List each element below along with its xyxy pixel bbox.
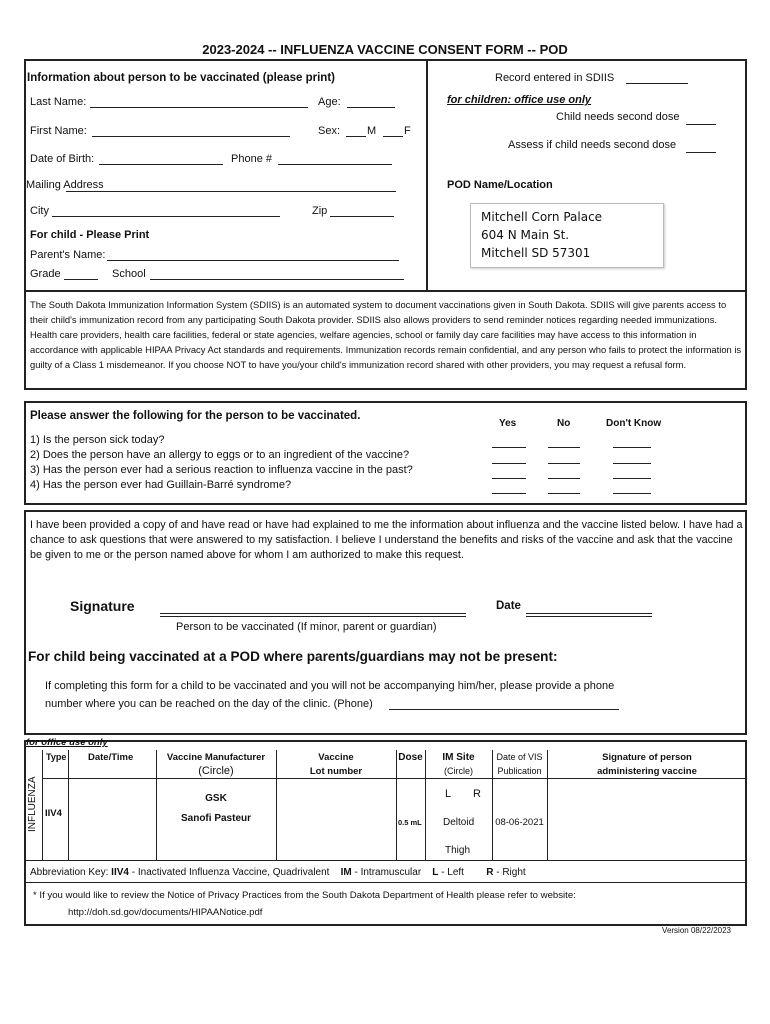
school-label: School [112, 268, 146, 280]
header-signature-sub: administering vaccine [597, 766, 697, 777]
parents-name-field[interactable] [107, 260, 399, 261]
abbrev-im-desc: - Intramuscular [351, 867, 422, 878]
header-signature: Signature of person [602, 752, 692, 763]
sex-f-label: F [404, 125, 411, 137]
person-info-heading: Information about person to be vaccinated (please print) [27, 72, 335, 84]
abbrev-iiv4: IIV4 [111, 867, 129, 878]
age-field[interactable] [347, 107, 395, 108]
second-dose-field[interactable] [686, 124, 716, 125]
phone-field[interactable] [278, 164, 392, 165]
dob-field[interactable] [99, 164, 223, 165]
header-lot: Lot number [309, 766, 363, 777]
abbrev-iiv4-desc: - Inactivated Influenza Vaccine, Quadrivalent [128, 867, 330, 878]
site-thigh[interactable]: Thigh [445, 845, 471, 856]
pod-location-line2: 604 N Main St. [481, 228, 570, 242]
pod-child-text-line1: If completing this form for a child to be vaccinated and you will not be accompanying him/her, please provide a phone [45, 680, 615, 692]
signature-sublabel: Person to be vaccinated (If minor, parent or guardian) [176, 621, 437, 633]
pod-name-label: POD Name/Location [447, 179, 553, 191]
abbreviation-key [30, 867, 526, 878]
mailing-address-label: Mailing Address [26, 179, 104, 191]
q2-no-field[interactable] [548, 463, 580, 464]
last-name-field[interactable] [90, 107, 308, 108]
table-bottom-line [24, 860, 747, 861]
dose-value: 0.5 mL [398, 818, 422, 827]
record-entered-field[interactable] [626, 83, 688, 84]
header-vis: Date of VIS [496, 752, 543, 762]
pod-location-line1: Mitchell Corn Palace [481, 210, 603, 224]
header-vaccine: Vaccine [318, 752, 354, 763]
manufacturer-sanofi[interactable]: Sanofi Pasteur [180, 813, 252, 824]
grade-label: Grade [30, 268, 61, 280]
children-office-use-label: for children: office use only [447, 94, 592, 106]
header-site: IM Site [442, 752, 475, 763]
last-name-label: Last Name: [30, 96, 87, 108]
abbrev-r-desc: - Right [493, 867, 526, 878]
header-site-sub: (Circle) [444, 766, 473, 776]
vis-date: 08-06-2021 [495, 817, 544, 828]
question-3: 3) Has the person ever had a serious reaction to influenza vaccine in the past? [30, 464, 413, 476]
assess-second-dose-field[interactable] [686, 152, 716, 153]
pod-location-line3: Mitchell SD 57301 [481, 246, 591, 260]
q3-yes-field[interactable] [492, 478, 526, 479]
q1-dk-field[interactable] [613, 447, 651, 448]
header-manufacturer-sub: (Circle) [198, 765, 234, 777]
record-entered-label: Record entered in SDIIS [495, 72, 615, 84]
influenza-side-label: INFLUENZA [27, 776, 38, 832]
questions-heading: Please answer the following for the person to be vaccinated. [30, 410, 361, 422]
school-field[interactable] [150, 279, 404, 280]
person-office-divider [426, 59, 428, 292]
date-field[interactable] [526, 613, 652, 614]
signature-field-underline [160, 616, 466, 617]
assess-second-dose-label: Assess if child needs second dose [508, 139, 677, 151]
header-type: Type [46, 752, 67, 762]
q2-dk-field[interactable] [613, 463, 651, 464]
header-datetime: Date/Time [88, 752, 134, 763]
sex-m-label: M [367, 125, 377, 137]
signature-field[interactable] [160, 613, 466, 614]
phone-label: Phone # [231, 153, 272, 165]
sex-m-field[interactable] [346, 136, 366, 137]
header-vis-sub: Publication [497, 766, 542, 776]
abbrev-l-desc: - Left [438, 867, 464, 878]
abbrev-label: Abbreviation Key: [30, 867, 109, 878]
pod-child-phone-field[interactable] [389, 709, 619, 710]
city-label: City [30, 205, 49, 217]
office-use-only-label: for office use only [26, 737, 108, 748]
q1-no-field[interactable] [548, 447, 580, 448]
q3-no-field[interactable] [548, 478, 580, 479]
pod-child-heading: For child being vaccinated at a POD where parents/guardians may not be present: [28, 649, 558, 664]
col-no: No [557, 418, 571, 429]
form-version: Version 08/22/2023 [662, 926, 731, 935]
date-field-underline [526, 616, 652, 617]
question-4: 4) Has the person ever had Guillain-Barré syndrome? [30, 479, 292, 491]
q4-yes-field[interactable] [492, 493, 526, 494]
q4-no-field[interactable] [548, 493, 580, 494]
sdiis-paragraph: The South Dakota Immunization Information System (SDIIS) is an automated system to document vaccinations given in South Dakota. SDIIS will give parents access to their child's immunization record from any participating South Dakota provider. SDIIS also allows providers to send reminder notices regarding needed immunizations. Health care providers, health care facilities, federal or state agencies, welfare agencies, school or family day care facilities may have access to this information in accordance with applicable HIPAA Privacy Act standards and requirements. Immunization records remain confidential, and any person who fails to protect the information is guilty of a Class 1 misdemeanor. If you choose NOT to have you/your child's immunization record shared with other providers, you may request a refusal form. [30, 299, 742, 370]
first-name-label: First Name: [30, 125, 87, 137]
q3-dk-field[interactable] [613, 478, 651, 479]
sex-label: Sex: [318, 125, 341, 137]
question-1: 1) Is the person sick today? [30, 434, 165, 446]
pod-child-text-line2: number where you can be reached on the day of the clinic. (Phone) [45, 698, 373, 710]
age-label: Age: [318, 96, 341, 108]
privacy-notice: * If you would like to review the Notice of Privacy Practices from the South Dakota Department of Health please refer to website: [33, 890, 576, 901]
col-yes: Yes [499, 418, 517, 429]
abbrev-l: L [432, 867, 439, 878]
grade-field[interactable] [64, 279, 98, 280]
abbrev-im: IM [340, 867, 352, 878]
zip-label: Zip [312, 205, 328, 217]
first-name-field[interactable] [92, 136, 290, 137]
abbrev-r: R [486, 867, 494, 878]
child-heading: For child - Please Print [30, 229, 150, 241]
second-dose-label: Child needs second dose [556, 111, 680, 123]
dob-label: Date of Birth: [30, 153, 95, 165]
question-2: 2) Does the person have an allergy to eggs or to an ingredient of the vaccine? [30, 449, 410, 461]
site-left[interactable]: L [445, 788, 452, 800]
q2-yes-field[interactable] [492, 463, 526, 464]
site-right[interactable]: R [473, 788, 481, 800]
col-dont-know: Don't Know [606, 418, 662, 429]
city-field[interactable] [52, 216, 280, 217]
header-dose: Dose [398, 752, 423, 763]
privacy-url[interactable]: http://doh.sd.gov/documents/HIPAANotice.pdf [68, 907, 263, 918]
parents-name-label: Parent's Name: [30, 249, 106, 261]
site-deltoid[interactable]: Deltoid [443, 817, 475, 828]
type-iiv4: IIV4 [45, 808, 62, 819]
mailing-address-field[interactable] [66, 191, 396, 192]
q1-yes-field[interactable] [492, 447, 526, 448]
form-title: 2023-2024 -- INFLUENZA VACCINE CONSENT FORM -- POD [202, 42, 568, 57]
consent-paragraph: I have been provided a copy of and have read or have had explained to me the information about influenza and the vaccine listed below. I have had a chance to ask questions that were answered to my satisfaction. I believe I understand the benefits and risks of the vaccine and ask that the vaccine be given to me or the person named above for whom I am authorized to make this request. [30, 519, 743, 561]
zip-field[interactable] [330, 216, 394, 217]
signature-label: Signature [70, 598, 135, 614]
manufacturer-gsk[interactable]: GSK [205, 793, 227, 804]
q4-dk-field[interactable] [613, 493, 651, 494]
header-manufacturer: Vaccine Manufacturer [166, 752, 266, 763]
sex-f-field[interactable] [383, 136, 403, 137]
date-label: Date [496, 600, 521, 612]
